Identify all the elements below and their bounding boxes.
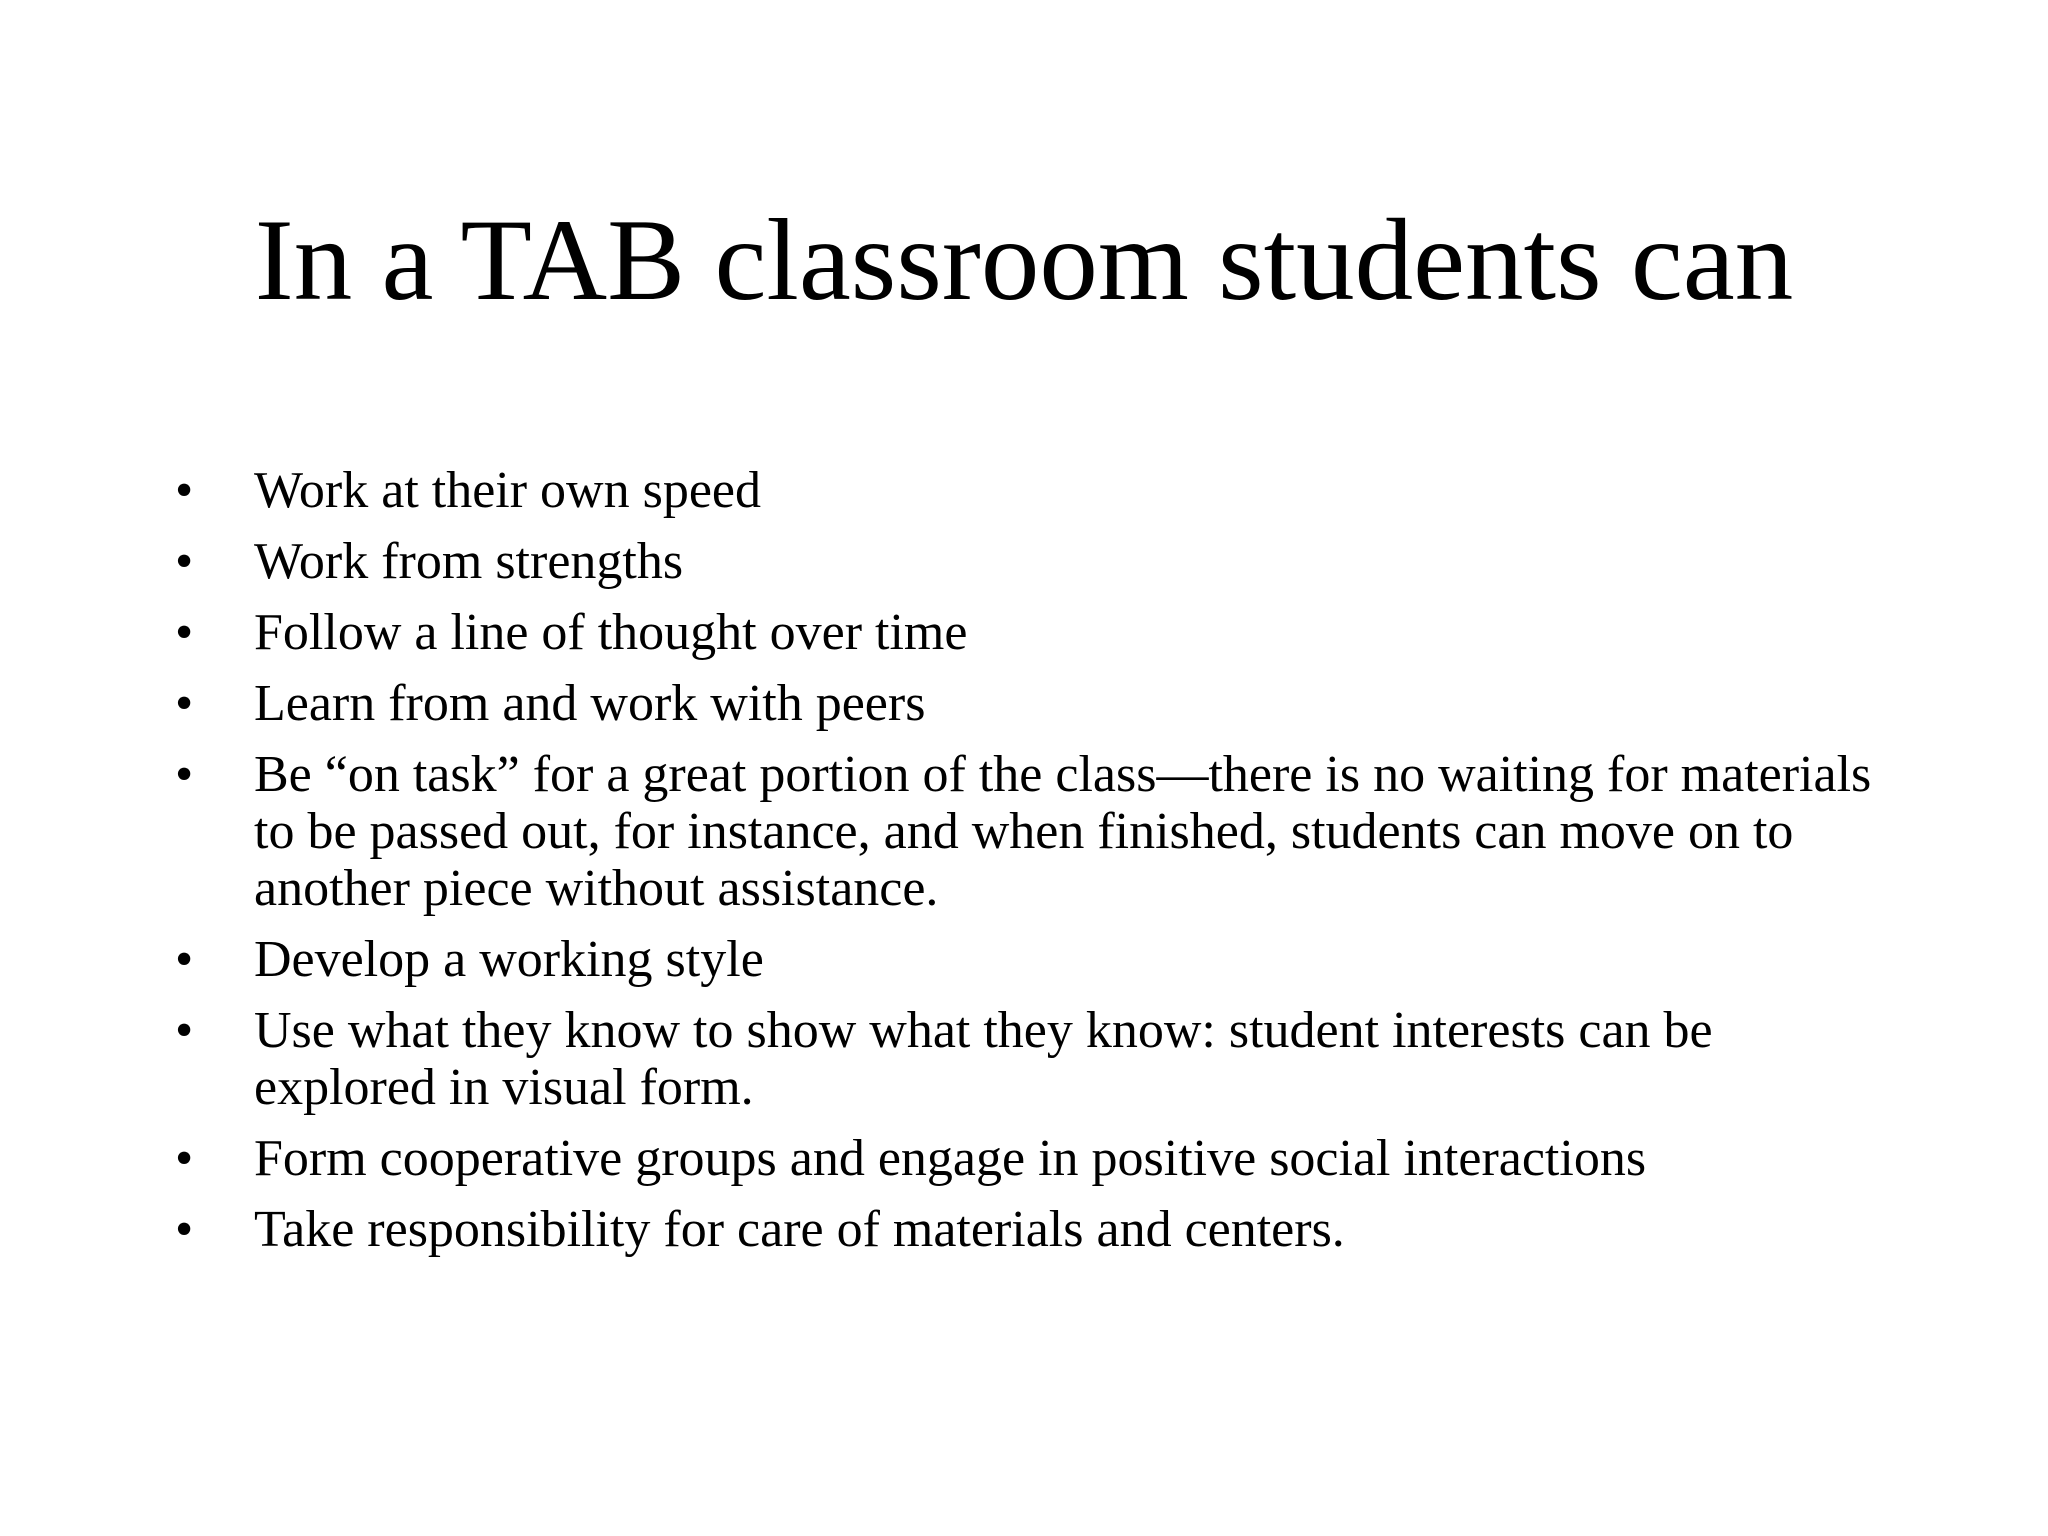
- list-item: [170, 746, 1890, 917]
- list-item: [170, 1002, 1890, 1116]
- bullet-text: Develop a working style: [254, 931, 764, 988]
- bullet-icon: •: [175, 675, 194, 732]
- list-item: [170, 1130, 1890, 1187]
- bullet-text: Follow a line of thought over time: [254, 604, 968, 661]
- bullet-icon: •: [175, 1201, 194, 1258]
- bullet-list: [170, 462, 1890, 1272]
- bullet-text: Learn from and work with peers: [254, 675, 926, 732]
- list-item: [170, 604, 1890, 661]
- bullet-icon: •: [175, 533, 194, 590]
- bullet-icon: •: [175, 462, 194, 519]
- slide-title: In a TAB classroom students can: [254, 196, 1794, 325]
- bullet-icon: •: [175, 1130, 194, 1187]
- bullet-icon: •: [175, 1002, 194, 1059]
- list-item: [170, 675, 1890, 732]
- bullet-text: Form cooperative groups and engage in positive social interactions: [254, 1130, 1647, 1187]
- list-item: [170, 1201, 1890, 1258]
- bullet-text: Work at their own speed: [254, 462, 761, 519]
- bullet-text: Work from strengths: [254, 533, 684, 590]
- bullet-icon: •: [175, 746, 194, 803]
- bullet-icon: •: [175, 931, 194, 988]
- bullet-text: Use what they know to show what they know: student interests can be explored in visual form.: [254, 1002, 1713, 1116]
- bullet-text: Be “on task” for a great portion of the class—there is no waiting for materials to be passed out, for instance, and when finished, students can move on to another piece without assistance.: [254, 746, 1872, 917]
- list-item: [170, 533, 1890, 590]
- bullet-icon: •: [175, 604, 194, 661]
- bullet-text: Take responsibility for care of materials and centers.: [254, 1201, 1345, 1258]
- list-item: [170, 462, 1890, 519]
- list-item: [170, 931, 1890, 988]
